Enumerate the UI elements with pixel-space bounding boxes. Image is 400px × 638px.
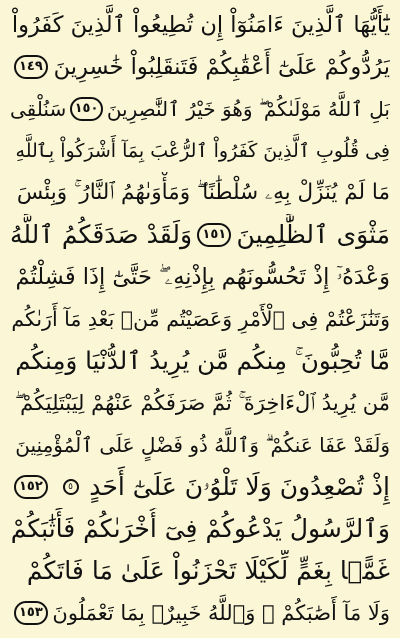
verse-line-15 <box>10 592 390 634</box>
verse-text: غَمًّۢا بِغَمٍّ لِّكَيْلَا تَحْزَنُواْ عَلَىٰ مَا فَاتَكُمْ <box>26 556 390 585</box>
verse-text: يَٰٓأَيُّهَا ٱلَّذِينَ ءَامَنُوٓاْ إِن تُطِيعُواْ ٱلَّذِينَ كَفَرُواْ <box>11 12 390 38</box>
verse-text: مَّن يُرِيدُ ٱلْءَاخِرَةَ ۚ ثُمَّ صَرَفَكُمْ عَنْهُمْ لِيَبْتَلِيَكُمْ ۖ <box>14 391 390 415</box>
verse-text: إِذْ تُصْعِدُونَ وَلَا تَلْوُۥنَ عَلَىٰٓ أَحَدٍ <box>89 472 390 501</box>
verse-text: وَلَقَدْ صَدَقَكُمُ ٱللَّهُ <box>10 220 193 249</box>
verse-line-10 <box>10 382 390 424</box>
verse-line-5 <box>10 172 390 214</box>
verse-line-3 <box>10 88 390 130</box>
hizb-quarter-sign: ٥ <box>63 479 79 495</box>
verse-line-8 <box>10 298 390 340</box>
ayah-number-marker: ١٥٣ <box>14 601 48 625</box>
verse-text: مَّا تُحِبُّونَ ۚ مِنكُم مَّن يُرِيدُ ٱلدُّنْيَا وَمِنكُم <box>15 346 390 375</box>
verse-line-1 <box>10 4 390 46</box>
verse-text: فِى قُلُوبِ ٱلَّذِينَ كَفَرُواْ ٱلرُّعْبَ بِمَآ أَشْرَكُواْ بِٱللَّهِ <box>15 140 390 162</box>
verse-text: مَا لَمْ يُنَزِّلْ بِهِۦ سُلْطَٰنًا ۖ وَمَأْوَىٰهُمُ ٱلنَّارُ ۚ وَبِئْسَ <box>16 180 390 205</box>
verse-line-7 <box>10 256 390 298</box>
ayah-number-marker: ١٥٢ <box>14 475 48 499</box>
verse-line-4 <box>10 130 390 172</box>
verse-line-2 <box>10 46 390 88</box>
verse-text: يَرُدُّوكُمْ عَلَىٰٓ أَعْقَٰبِكُمْ فَتَنقَلِبُواْ خَٰسِرِينَ <box>53 54 390 80</box>
verse-text: وَعْدَهُۥٓ إِذْ تَحُسُّونَهُم بِإِذْنِهِۦ ۖ حَتَّىٰٓ إِذَا فَشِلْتُمْ <box>15 264 390 290</box>
verse-text: بَلِ ٱللَّهُ مَوْلَىٰكُمْ ۖ وَهُوَ خَيْرُ ٱلنَّٰصِرِينَ <box>106 97 390 121</box>
ayah-number-marker: ١٥١ <box>197 223 231 247</box>
verse-line-12 <box>10 466 390 508</box>
verse-line-11 <box>10 424 390 466</box>
verse-text: وَٱلرَّسُولُ يَدْعُوكُمْ فِىٓ أُخْرَىٰكُمْ فَأَثَٰبَكُمْ <box>10 514 390 543</box>
ayah-number-marker: ١٤٩ <box>14 55 48 79</box>
verse-text: وَلَا مَآ أَصَٰبَكُمْ ۗ وَٱللَّهُ خَبِيرٌۢ بِمَا تَعْمَلُونَ <box>52 601 390 625</box>
verse-text: مَثْوَى ٱلظَّٰلِمِينَ <box>236 220 390 249</box>
verse-text: وَلَقَدْ عَفَا عَنكُمْ ۗ وَٱللَّهُ ذُو فَضْلٍ عَلَى ٱلْمُؤْمِنِينَ <box>15 433 390 457</box>
verse-text: وَتَنَٰزَعْتُمْ فِى ٱلْأَمْرِ وَعَصَيْتُم مِّنۢ بَعْدِ مَآ أَرَىٰكُم <box>11 307 390 331</box>
verse-text: سَنُلْقِى <box>10 97 67 121</box>
verse-line-13 <box>10 508 390 550</box>
verse-line-14 <box>10 550 390 592</box>
ayah-number-marker: ١٥٠ <box>70 97 103 121</box>
verse-line-6 <box>10 214 390 256</box>
verse-line-9 <box>10 340 390 382</box>
